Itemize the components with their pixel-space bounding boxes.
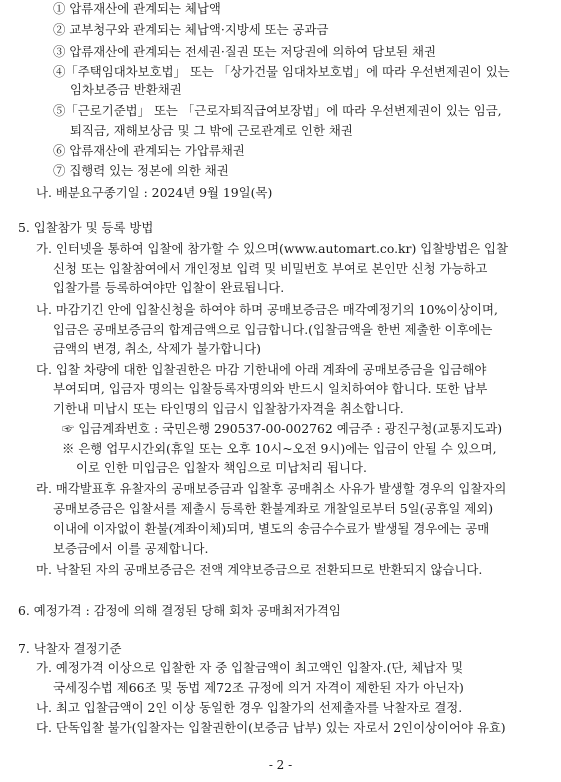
section5-line: 부여되며, 입금자 명의는 입찰등록자명의와 반드시 일치하여야 합니다. 또한 납부 [53,381,488,396]
section7-heading: 7. 낙찰자 결정기준 [18,641,122,656]
page-number: - 2 - [268,758,293,772]
bank-notice: ※ 은행 업무시간외(휴일 또는 오후 10시~오전 9시)에는 입금이 안될 수 있으며, [62,441,497,456]
section5-line: 공매보증금은 입찰서를 제출시 등록한 환불계좌로 개찰일로부터 5일(공휴일 제외) [53,501,494,516]
section5-line: 입금은 공매보증금의 합계금액으로 입금합니다.(입찰금액을 한번 제출한 이후에는 [53,322,493,337]
section7-line: 가. 예정가격 이상으로 입찰한 자 중 입찰금액이 최고액인 입찰자.(단, 체납자 및 [36,660,464,675]
section5-line: 다. 입찰 차량에 대한 입찰권한은 마감 기한내에 아래 계좌에 공매보증금을 입금해야 [36,362,487,377]
priority-item-4-cont: 임차보증금 반환채권 [70,82,182,97]
section7-line: 다. 단독입찰 불가(입찰자는 입찰권한이(보증금 납부) 있는 자로서 2인이상이어야 유효) [36,720,506,735]
priority-item-5-cont: 퇴직금, 재해보상금 및 그 밖에 근로관계로 인한 채권 [70,123,353,138]
priority-item-7: ⑦ 집행력 있는 정본에 의한 채권 [53,163,229,178]
section5-line: 보증금에서 이를 공제합니다. [53,541,209,556]
priority-item-2: ② 교부청구와 관계되는 체납액·지방세 또는 공과금 [53,22,329,37]
section5-line: 기한내 미납시 또는 타인명의 입금시 입찰참가자격을 취소합니다. [53,401,404,416]
section7-line: 나. 최고 입찰금액이 2인 이상 동일한 경우 입찰가의 선제출자를 낙찰자로 결정. [36,700,463,715]
priority-item-5: ⑤「근로기준법」 또는 「근로자퇴직급여보장법」에 따라 우선변제권이 있는 임금, [53,103,502,118]
section6-heading: 6. 예정가격 : 감정에 의해 결정된 당해 회차 공매최저가격임 [18,603,341,618]
priority-item-6: ⑥ 압류재산에 관계되는 가압류채권 [53,143,245,158]
section5-line: 신청 또는 입찰참여에서 개인정보 입력 및 비밀번호 부여로 본인만 신청 가능하고 [53,261,488,276]
section5-line: 라. 매각발표후 유찰자의 공매보증금과 입찰후 공매취소 사유가 발생할 경우의 입찰자의 [36,481,507,496]
section5-line: 마. 낙찰된 자의 공매보증금은 전액 계약보증금으로 전환되므로 반환되지 않습니다. [36,562,483,577]
priority-item-4: ④「주택임대차보호법」 또는 「상가건물 임대차보호법」에 따라 우선변제권이 있는 [53,64,510,79]
section5-line: 입찰가를 등록하여야만 입찰이 완료됩니다. [53,280,285,295]
section5-heading: 5. 입찰참가 및 등록 방법 [18,220,154,235]
section5-line: 나. 마감기긴 안에 입찰신청을 하여야 하며 공매보증금은 매각예정기의 10%이상이며, [36,302,498,317]
section5-line: 이내에 이자없이 환불(계좌이체)되며, 별도의 송금수수료가 발생될 경우에는 공매 [53,521,490,536]
section7-line: 국세징수법 제66조 및 동법 제72조 규정에 의거 자격이 제한된 자가 아닌자) [53,680,464,695]
bank-notice-cont: 이로 인한 미입금은 입찰자 책임으로 미납처리 됩니다. [76,460,367,475]
section5-line: 금액의 변경, 취소, 삭제가 불가합니다) [53,341,262,356]
distribution-deadline: 나. 배분요구종기일 : 2024년 9월 19일(목) [36,185,273,200]
account-info: ☞ 입금계좌번호 : 국민은행 290537-00-002762 예금주 : 광진구청(교통지도과) [62,421,503,436]
section5-line: 가. 인터넷을 통하여 입찰에 참가할 수 있으며(www.automart.co.kr) 입찰방법은 입찰 [36,241,508,256]
priority-item-3: ③ 압류재산에 관계되는 전세권·질권 또는 저당권에 의하여 담보된 채권 [53,44,436,59]
priority-item-1: ① 압류재산에 관계되는 체납액 [53,1,221,16]
